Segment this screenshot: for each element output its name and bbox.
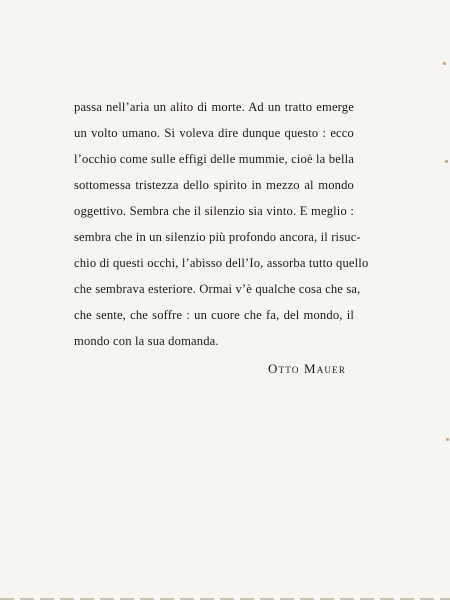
text-line: l’occhio come sulle effigi delle mummie, cioè la bella xyxy=(74,152,354,166)
text-line: oggettivo. Sembra che il silenzio sia vinto. E meglio : xyxy=(74,204,354,218)
essay-paragraph xyxy=(74,94,369,354)
text-line: passa nell’aria un alito di morte. Ad un tratto emerge xyxy=(74,100,354,114)
author-signature: Otto Mauer xyxy=(268,361,347,376)
text-line: chio di questi occhi, l’abisso dell’Io, assorba tutto quello xyxy=(74,256,369,270)
text-line: sembra che in un silenzio più profondo ancora, il risuc- xyxy=(74,230,361,244)
paper-speck xyxy=(445,160,448,163)
text-line: mondo con la sua domanda. xyxy=(74,334,219,348)
text-line: che sembrava esteriore. Ormai v’è qualche cosa che sa, xyxy=(74,282,361,296)
text-line: sottomessa tristezza dello spirito in mezzo al mondo xyxy=(74,178,354,192)
text-line: un volto umano. Si voleva dire dunque questo : ecco xyxy=(74,126,354,140)
paper-speck xyxy=(443,62,446,65)
paper-speck xyxy=(446,438,449,441)
text-line: che sente, che soffre : un cuore che fa, del mondo, il xyxy=(74,308,354,322)
